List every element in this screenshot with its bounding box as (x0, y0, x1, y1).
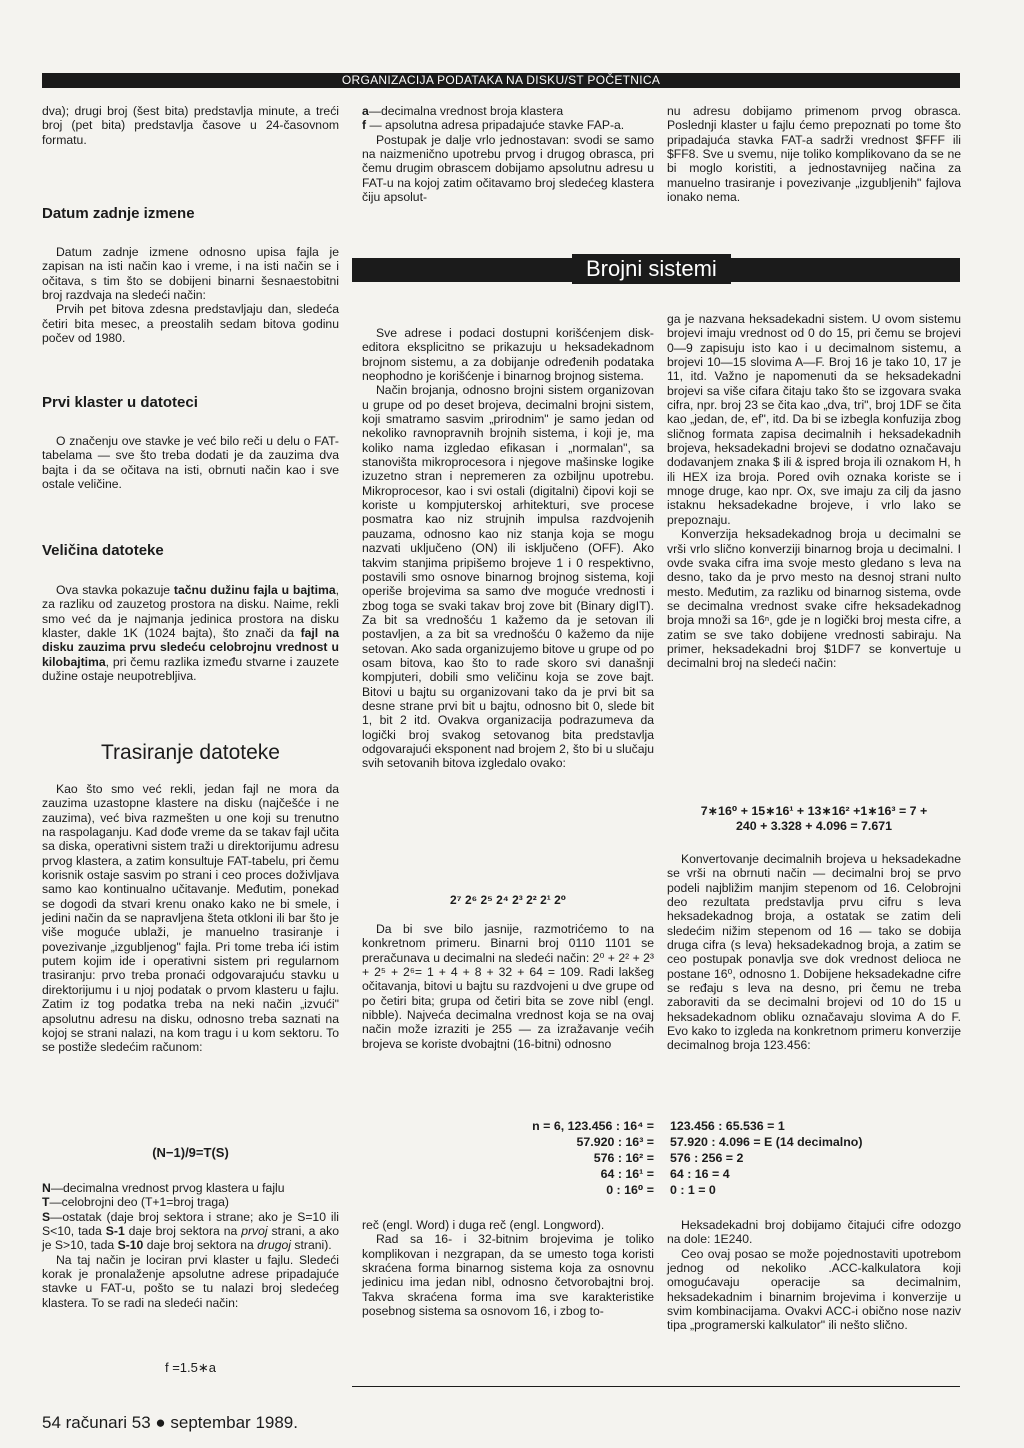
col1-legend (42, 1181, 339, 1310)
formula-line-2: 240 + 3.328 + 4.096 = 7.671 (735, 819, 893, 833)
postupak-paragraph: Postupak je dalje vrlo jednostavan: svodi se samo na naizmenično upotrebu prvog i drugog obrasca, pri čemu drugim obrascem dobijamo apsolutnu adresu u FAT-u na kojoj zatim očitavamo broj sledećeg klastera čiju apsolut- (362, 132, 654, 205)
legend-a (362, 104, 654, 118)
datum-paragraph-2: Prvih pet bitova zdesna predstavljaju dan, sledeća četiri bita mesec, a preostalih sedam bitova godinu počev od 1980. (42, 302, 339, 346)
bold-span: a (362, 104, 369, 118)
velicina-paragraph (42, 583, 339, 683)
legend-t (42, 1195, 339, 1209)
brojni-col3-bottom (667, 1218, 961, 1333)
heading-text: Veličina datoteke (42, 542, 164, 559)
heading-text: Trasiranje datoteke (101, 741, 280, 764)
legend-n (42, 1181, 339, 1195)
col3-top-paragraph: nu adresu dobijamo primenom prvog obrasca. Poslednji klaster u fajlu ćemo prepoznati po tome što pripadajuća stavka FAT-a sadrži vrednost $FFF ili $FF8. Sve u svemu, nije toliko komplikovano da se ne bi moglo koristiti, a jednostavnijeg načina za manuelno trasiranje i povezivanje „izgubljenih" fajlova ionako nema. (667, 104, 961, 205)
brojni-paragraph-1: Sve adrese i podaci dostupni korišćenjem disk-editora eksplicitno se prikazuju u heksadekadnom brojnom sistemu, a za dobijanje određenih podataka neophodno je korišćenje i binarnog brojnog sistema. (362, 326, 654, 384)
brojni-col3-paragraph-4: Heksadekadni broj dobijamo čitajući cifre odozgo na dole: 1E240. (667, 1218, 961, 1247)
hex-conversion-formula (667, 804, 961, 834)
page-footer: 54 računari 53 ● septembar 1989. (42, 1413, 298, 1432)
bold-span: S (42, 1209, 51, 1224)
text-span: —celobrojni deo (T+1=broj traga) (49, 1195, 229, 1210)
col3-top (667, 104, 961, 204)
brojni-col3-paragraph-1: ga je nazvana heksadekadni sistem. U ovom sistemu brojevi imaju vrednost od 0 do 15, pri čemu se brojevi 0—9 zapisuju isto kao i u decimalnom sistemu, a brojevi 10—15 slovima A—F. Broj 16 je tako 10, 17 je 11, itd. Važno je napomenuti da se heksadekadni brojevi sa više cifara čitaju tako što se izgovara svaka cifra, npr. broj 23 se čita kao „dva, tri", broj 1DF se čita kao „jedan, de, ef", itd. Da bi se izbegla konfuzija zbog sličnog formata zapisa decimalnih i heksadekadnih brojeva, heksadekadni brojevi se dodatno označavaju dodavanjem znaka $ ili & ispred broja ili oznakom H, h ili HEX iza broja. Pored ovih oznaka koriste se i mnoge druge, kao npr. Ox, sve imaju za cilj da jasno istaknu heksadekadne brojeve, i vrlo lako se prepoznaju. (667, 312, 961, 527)
section-banner: ORGANIZACIJA PODATAKA NA DISKU/ST POČETNICA (42, 73, 960, 88)
bold-span: T (42, 1195, 50, 1210)
col1-datum-body (42, 245, 339, 345)
prvi-paragraph: O značenju ove stavke je već bilo reči u delu o FAT-tabelama — sve što treba dodati je da zauzima dva bajta i da se očitava na isti, obrnuti način kao i sve ostale veličine. (42, 434, 339, 492)
heading-velicina-datoteke (42, 542, 339, 560)
col1-prvi-body (42, 434, 339, 491)
trasiranje-paragraph-2: Na taj način je lociran prvi klaster u fajlu. Sledeći korak je pronalaženje apsolutne adrese pripadajuće stavke u FAT-u, pošto se tu nalazi broj sledećeg klastera. To se radi na sledeći način: (42, 1252, 339, 1310)
brojni-col3-paragraph-3: Konvertovanje decimalnih brojeva u heksadekadne se vrši na obrnuti način — decimalni broj se prvo podeli najbližim manjim stepenom od 16. Celobrojni deo rezultata predstavlja prvu cifru s leva heksadekadnog broja, a ostatak se zatim deli sledećim nižim stepenom od 16 — tako se dobija druga cifra (s leva) heksadekadnog broja, a zatim se ceo postupak ponavlja sve dok vrednost delioca ne postane 16⁰, odnosno 1. Dobijene heksadekadne cifre se ređaju s leva na desno, pri čemu ne treba zaboraviti da se decimalni brojevi od 10 do 15 u heksadekadnom obliku označavaju slovima A do F. Evo kako to izgleda na konkretnom primeru konverzije decimalnog broja 123.456: (667, 852, 961, 1053)
calc-left-4: 0 : 16⁰ = (606, 1183, 654, 1197)
brojni-paragraph-5: Rad sa 16- i 32-bitnim brojevima je toliko komplikovan i nezgrapan, da se umesto toga koristi skraćena forma binarnog sistema koja za osnovnu jedinicu ima jedan nibl, odnosno četvorobajtni broj. Takva skraćena forma ima sve karakteristike posebnog sistema sa osnovom 16, i zbog to- (362, 1232, 654, 1319)
col1-intro (42, 104, 339, 147)
text-span: strani, a ako je S>10, tada (42, 1224, 339, 1253)
brojni-paragraph-3: Da bi sve bilo jasnije, razmotrićemo to na konkretnom primeru. Binarni broj 0110 1101 se preračunava u decimalni na sledeći način: 2⁰ + 2² + 2³ + 2⁵ + 2⁶= 1 + 4 + 8 + 32 + 64 = 109. Radi lakšeg očitavanja, bitovi u bajtu su razdvojeni u dve grupe od po četiri bita; grupa od četiri bita se zove nibl (engl. nibble). Najveća decimalna vrednost koja se na ovaj način može izraziti je 255 — za izražavanje većih brojeva se koriste dvobajtni (16-bitni) odnosno (362, 922, 654, 1051)
calc-left-1: 57.920 : 16³ = (576, 1135, 654, 1149)
calc-right-3: 64 : 16 = 4 (670, 1167, 730, 1181)
text-span: —ostatak (daje broj sektora i strane; ako je S=10 ili S<10, tada (42, 1209, 339, 1239)
calc-right-2: 576 : 256 = 2 (670, 1151, 744, 1165)
bold-span: S-10 (117, 1238, 144, 1253)
intro-paragraph: dva); drugi broj (šest bita) predstavlja minute, a treći broj (pet bita) predstavlja časove u 24-časovnom formatu. (42, 104, 339, 147)
text-span: — apsolutna adresa pripadajuće stavke FAP-a. (366, 118, 625, 133)
brojni-col3-paragraph-5: Ceo ovaj posao se može pojednostaviti upotrebom jednog od nekoliko .ACC-kalkulatora koji omogućavaju operacije sa decimalnim, heksadekadnim i binarnim brojevima i konverzije u svim kombinacijama. Ovakvi ACC-i obično nose naziv tipa „programerski kalkulator" ili nešto slično. (667, 1246, 961, 1333)
heading-trasiranje-datoteke (42, 740, 339, 766)
calc-right-0: 123.456 : 65.536 = 1 (670, 1119, 785, 1133)
brojni-col2-body (362, 326, 654, 771)
bold-span: fajl na disku zauzima prvu sledeću celobrojnu vrednost u kilobajtima (42, 626, 339, 669)
text-span: —decimalna vrednost broja klastera (368, 104, 564, 118)
calc-left-2: 576 : 16² = (593, 1151, 654, 1165)
trasiranje-paragraph-1: Kao što smo već rekli, jedan fajl ne mora da zauzima uzastopne klastere na disku (najčešće i ne zauzima), već biva razmešten u one koji su trenutno na raspolaganju. Kad dođe vreme da se takav fajl učita sa diska, operativni sistem traži u direktorijumu adresu prvog klastera, a zatim konsultuje FAT-tabelu, pri čemu korisnik ostaje sasvim po strani i ceo proces doživljava samo kao kontinualno učitavanje. Međutim, ponekad se dogodi da stvari krenu onako kako ne bi smele, i jedini način da se napravljena šteta otkloni ili bar što je više moguće ublaži, je manuelno trasiranje i povezivanje „izgubljenog" fajla. Pri tome treba ići istim putem kojim ide i operativni sistem pri regularnom trasiranju: prvo treba pronaći odgovarajuću stavku u direktorijumu i u njoj podatak o prvom klasteru u fajlu. Zatim iz tog podatka treba na neki način „izvući" apsolutnu adresu na disku, odnosno treba saznati na kojoj se strani nalazi, na kom tragu i u kom sektoru. To se postiže sledećim računom: (42, 782, 339, 1055)
text-span: , za razliku od zauzetog prostora na disku. Naime, rekli smo već da je najmanja jedinica prostora na disku klaster, dakle 1K (1024 bajta), što znači da (42, 583, 339, 641)
calc-left-3: 64 : 16¹ = (600, 1167, 654, 1181)
italic-span: drugoj (257, 1238, 292, 1253)
brojni-col2-bottom (362, 1218, 654, 1318)
brojni-col3-conversion (667, 852, 961, 1053)
brojni-paragraph-4: reč (engl. Word) i duga reč (engl. Longword). (362, 1218, 605, 1232)
text-span: daje broj sektora na (124, 1224, 242, 1239)
heading-datum-zadnje-izmene (42, 205, 339, 223)
bold-span: f (362, 118, 367, 133)
calc-right-1: 57.920 : 4.096 = E (14 decimalno) (670, 1135, 863, 1149)
bottom-rule (352, 1386, 960, 1387)
heading-text: Datum zadnje izmene (42, 205, 195, 222)
brojni-sistemi-title: Brojni sistemi (572, 254, 731, 284)
text-span: strani). (291, 1238, 332, 1253)
brojni-col2-example (362, 922, 654, 1051)
decimal-to-hex-table (500, 1118, 863, 1200)
brojni-col3-body (667, 312, 961, 671)
text-span: daje broj sektora na (143, 1238, 258, 1253)
legend-f (362, 118, 654, 132)
heading-text: Prvi klaster u datoteci (42, 394, 198, 411)
legend-s (42, 1210, 339, 1253)
bold-span: S-1 (105, 1224, 125, 1239)
col1-velicina-body (42, 583, 339, 683)
italic-span: prvoj (241, 1224, 268, 1239)
formula-line-1: 7∗16⁰ + 15∗16¹ + 13∗16² +1∗16³ = 7 + (700, 804, 928, 818)
text-span: , pri čemu razlika između stvarne i zauzete dužine ostaje neupotrebljiva. (42, 654, 339, 684)
col2-top (362, 104, 654, 204)
formula-cluster-to-track: (N−1)/9=T(S) (152, 1145, 229, 1160)
calc-right-4: 0 : 1 = 0 (670, 1183, 716, 1197)
text-span: Ova stavka pokazuje (56, 583, 174, 597)
powers-of-two: 2⁷ 2⁶ 2⁵ 2⁴ 2³ 2² 2¹ 2⁰ (449, 893, 567, 907)
calc-left-0: n = 6, 123.456 : 16⁴ = (532, 1119, 654, 1133)
bold-span: N (42, 1181, 51, 1195)
bold-span: tačnu dužinu fajla u bajtima (173, 583, 336, 597)
formula-fat-address: f =1.5∗a (164, 1360, 216, 1375)
brojni-paragraph-2: Način brojanja, odnosno brojni sistem organizovan u grupe od po deset brojeva, decimalni brojni sistem, koji smatramo sasvim „prirodnim" je samo jedan od nekoliko ravnopravnih brojnih sistema, i koji je, ma koliko nama izgledao efikasan i „normalan", sa stanovišta mikroprocesora i njegove mašinske logike izuzetno stran i nepremeren za ozbiljnu upotrebu. Mikroprocesor, kao i svi ostali (digitalni) čipovi koji se koriste u kompjuterskoj arhitekturi, sve procese posmatra kao niz strujnih impulsa razdvojenih pauzama, odnosno kao niz stanja koja se mogu nazvati uključeno (ON) ili isključeno (OFF). Ako takvim stanjima pripišemo brojeve 1 i 0 respektivno, postavili smo osnove binarnog brojnog sistema, koji operiše brojevima sa samo dve moguće vrednosti i zbog toga se svaki takav broj zove bit (Binary digIT). Za bit sa vrednošću 1 kažemo da je setovan ili postavljen, a za bit sa vrednošću 0 kažemo da nije setovan. Ako sada organizujemo bitove u grupe od po osam bitova, kao što to rade skoro svi današnji kompjuteri, dobili smo veličinu koja se zove bajt. Bitovi u bajtu su organizovani tako da je prvi bit sa desne strane prvi bit u bajtu, odnosno bit 0, slede bit 1, bit 2 itd. Ovakva organizacija podrazumeva da logički broj svakog setovanog bita predstavlja odgovarajući eksponent nad brojem 2, što bi u slučaju svih setovanih bitova izgledalo ovako: (362, 383, 654, 771)
text-span: —decimalna vrednost prvog klastera u fajlu (50, 1181, 285, 1195)
brojni-col3-paragraph-2: Konverzija heksadekadnog broja u decimalni se vrši vrlo slično konverziji binarnog broja u decimalni. I ovde svaka cifra ima svoje mesto gledano s leva na desno, tako da je prvo mesto na desnoj strani nulto mesto. Međutim, za razliku od binarnog sistema, ovde se decimalna vrednost svake cifre heksadekadnog broja množi sa 16ⁿ, gde je n logički broj mesta cifre, a zatim se sve tako dobijene vrednosti sabiraju. Na primer, heksadekadni broj $1DF7 se konvertuje u decimalni broj na sledeći način: (667, 527, 961, 671)
col1-trasiranje-body (42, 782, 339, 1055)
datum-paragraph-1: Datum zadnje izmene odnosno upisa fajla je zapisan na isti način kao i vreme, i na isti način se i očitava, s tim što se dobijeni binarni šesnaestobitni broj razdvaja na sledeći način: (42, 245, 339, 303)
heading-prvi-klaster (42, 394, 339, 412)
